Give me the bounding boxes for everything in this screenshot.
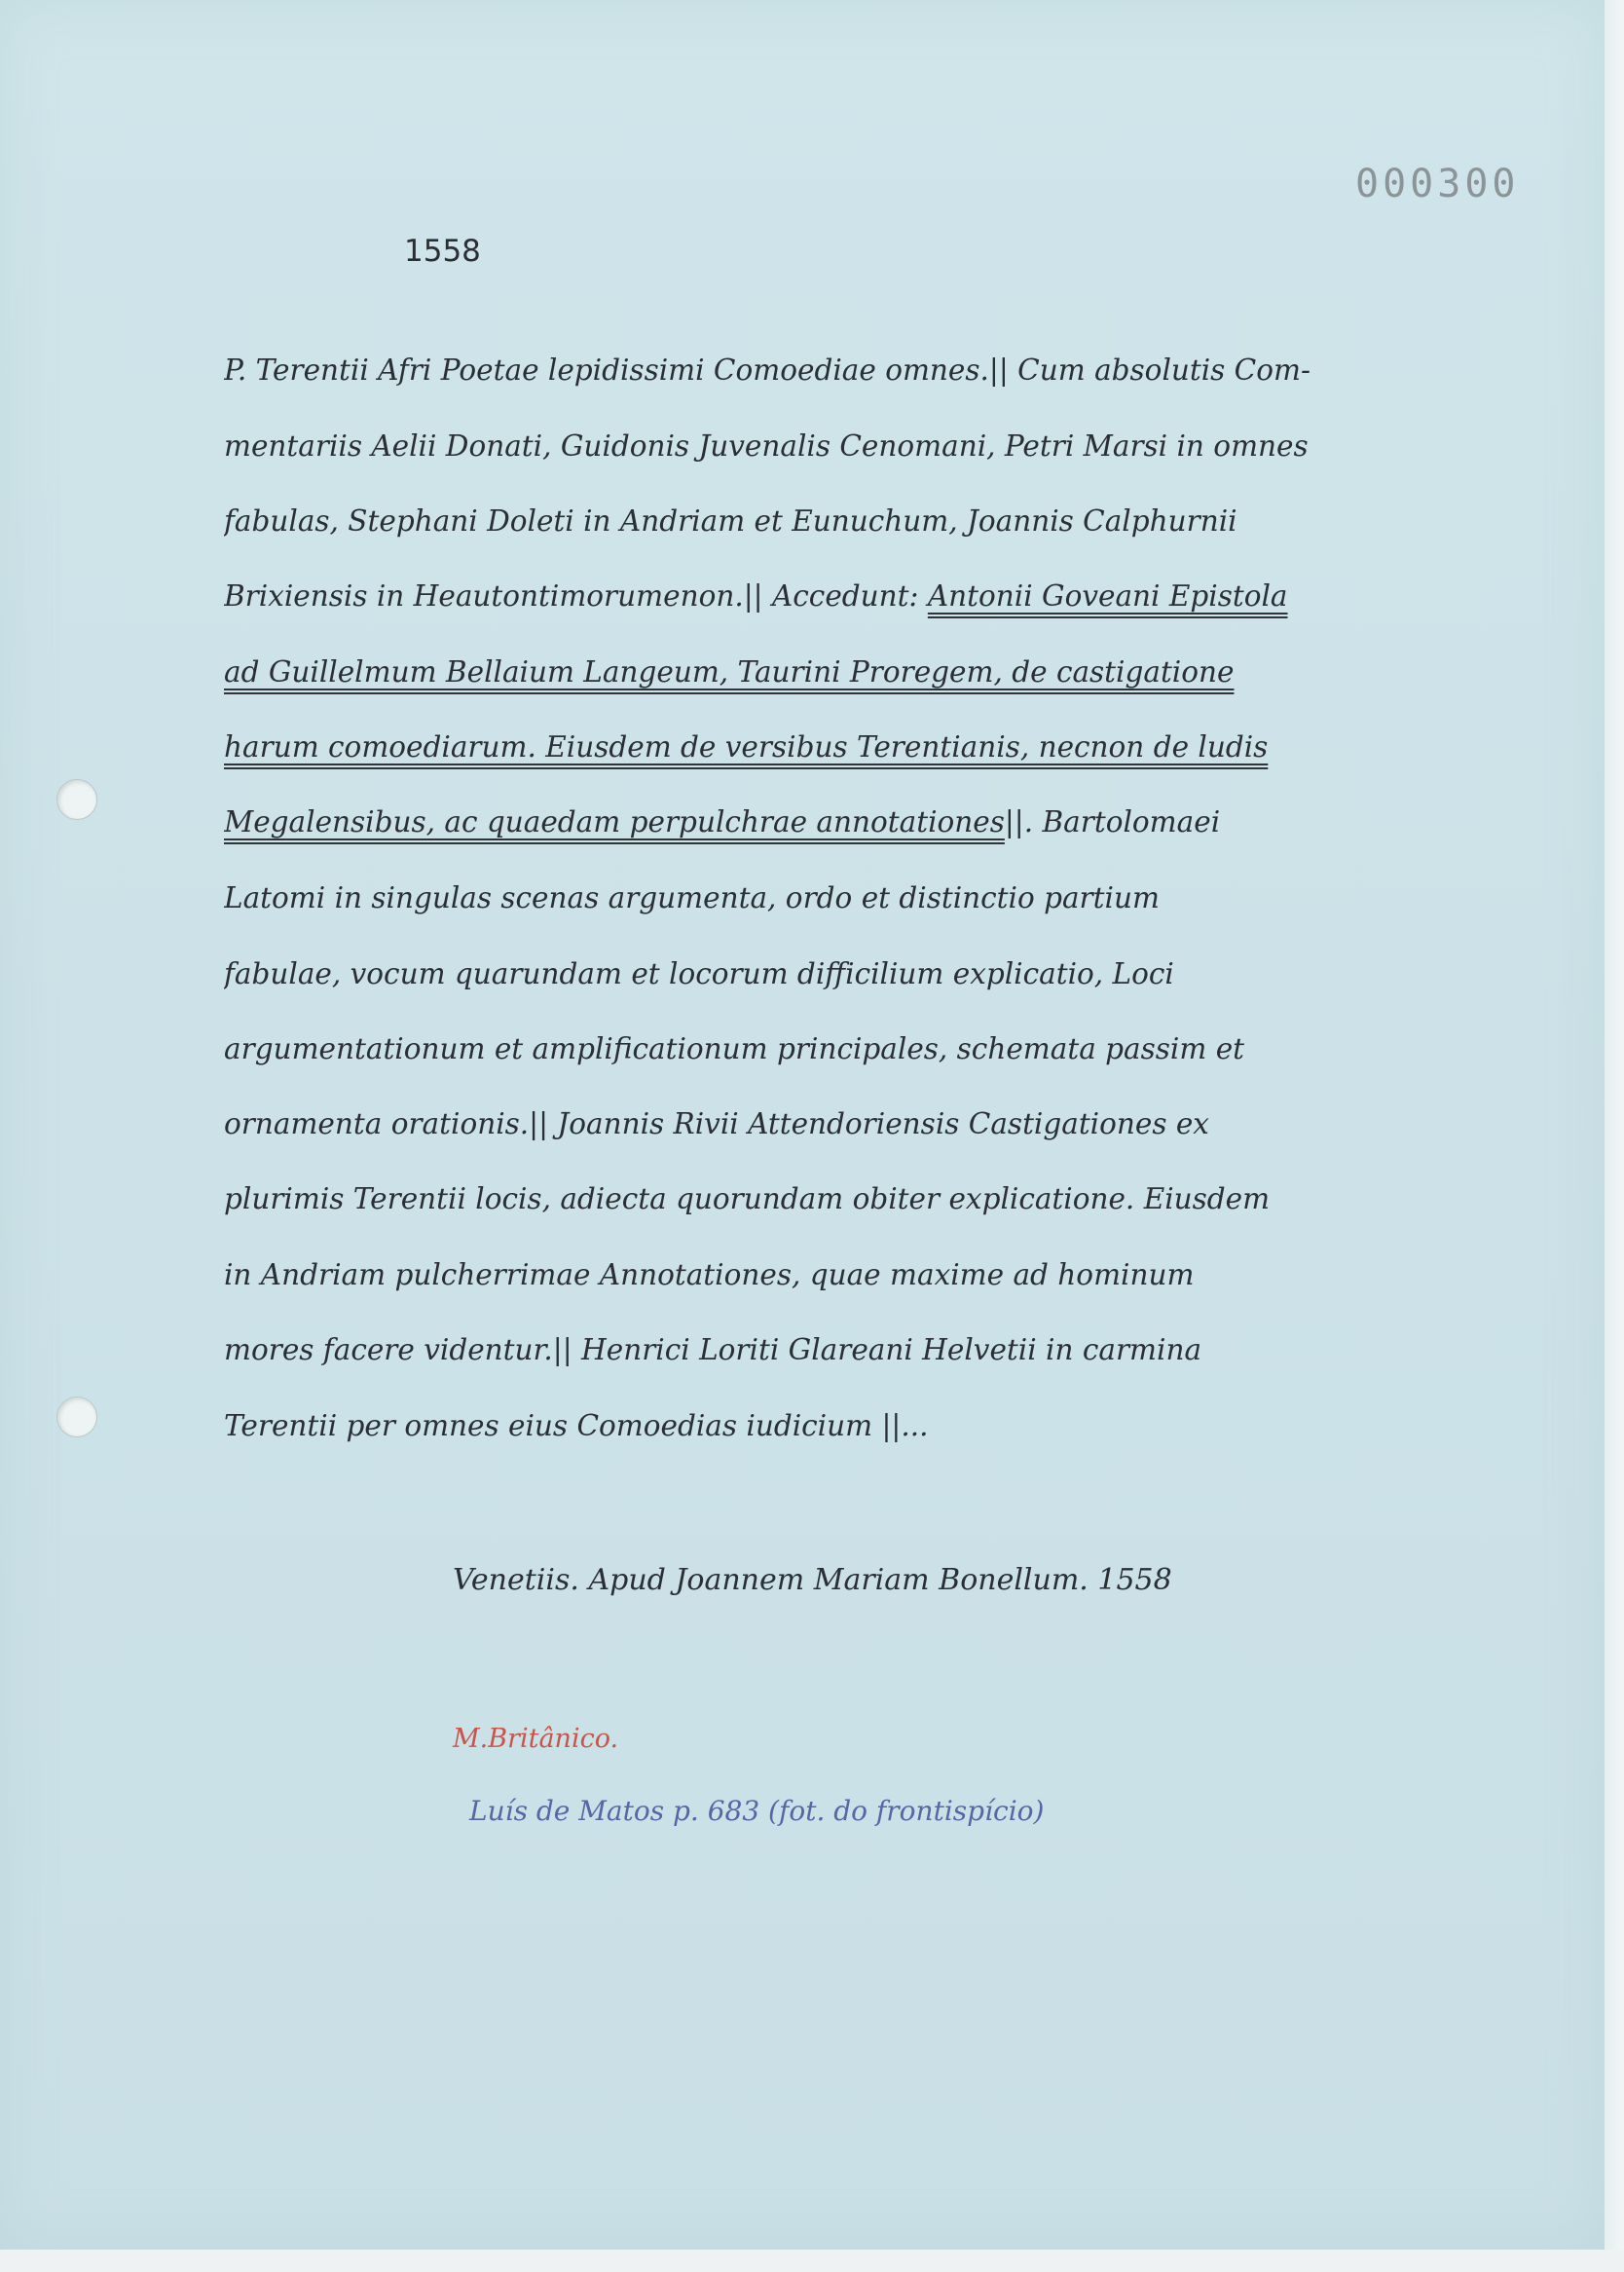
imprint-line: Venetiis. Apud Joannem Mariam Bonellum. 1558: [453, 1563, 1172, 1597]
text-segment: mores facere videntur.|| Henrici Loriti Glareani Helvetii in carmina: [224, 1333, 1202, 1366]
text-segment: Brixiensis in Heautontimorumenon.|| Accedunt:: [224, 579, 928, 613]
body-text-line: [224, 1020, 1480, 1078]
location-note: M.Britânico.: [453, 1724, 619, 1754]
body-text-line: [224, 1246, 1480, 1304]
catalog-number-stamp: 000300: [1355, 162, 1520, 206]
text-segment: argumentationum et amplificationum principales, schemata passim et: [224, 1032, 1245, 1065]
text-segment: ||. Bartolomaei: [1004, 805, 1221, 838]
underlined-segment: Antonii Goveani Epistola: [927, 579, 1288, 613]
body-text-line: [224, 793, 1480, 851]
body-text-line: [224, 945, 1480, 1003]
body-text-line: [224, 1321, 1480, 1379]
body-text-line: [224, 869, 1480, 927]
text-segment: Latomi in singulas scenas argumenta, ordo et distinctio partium: [224, 881, 1160, 914]
punch-hole-top: [56, 779, 97, 820]
punch-hole-bottom: [56, 1397, 97, 1437]
text-segment: mentariis Aelii Donati, Guidonis Juvenalis Cenomani, Petri Marsi in omnes: [224, 429, 1309, 463]
text-segment: ornamenta orationis.|| Joannis Rivii Attendoriensis Castigationes ex: [224, 1107, 1209, 1140]
body-text-line: [224, 718, 1480, 776]
page-edge-bottom: [0, 2250, 1624, 2272]
body-text-line: [224, 643, 1480, 701]
body-text-line: [224, 1095, 1480, 1153]
year-heading: 1558: [404, 234, 481, 269]
text-segment: P. Terentii Afri Poetae lepidissimi Comoediae omnes.|| Cum absolutis Com-: [224, 354, 1310, 387]
underlined-segment: harum comoediarum. Eiusdem de versibus Terentianis, necnon de ludis: [224, 730, 1269, 764]
text-segment: fabulas, Stephani Doleti in Andriam et Eunuchum, Joannis Calphurnii: [224, 504, 1237, 538]
reference-note: Luís de Matos p. 683 (fot. do frontispício): [469, 1795, 1045, 1827]
body-text-line: [224, 341, 1480, 399]
text-segment: in Andriam pulcherrimae Annotationes, quae maxime ad hominum: [224, 1258, 1195, 1291]
underlined-segment: ad Guillelmum Bellaium Langeum, Taurini Proregem, de castigatione: [224, 655, 1235, 689]
body-text-line: [224, 1170, 1480, 1228]
underlined-segment: Megalensibus, ac quaedam perpulchrae annotationes: [224, 805, 1005, 838]
body-text-line: [224, 567, 1480, 625]
body-text-line: [224, 492, 1480, 550]
text-segment: plurimis Terentii locis, adiecta quorundam obiter explicatione. Eiusdem: [224, 1182, 1271, 1215]
body-text-line: [224, 417, 1480, 475]
body-text-line: [224, 1397, 1480, 1455]
text-segment: Terentii per omnes eius Comoedias iudicium ||...: [224, 1409, 929, 1442]
text-segment: fabulae, vocum quarundam et locorum difficilium explicatio, Loci: [224, 957, 1174, 990]
page-edge-right: [1605, 0, 1624, 2272]
